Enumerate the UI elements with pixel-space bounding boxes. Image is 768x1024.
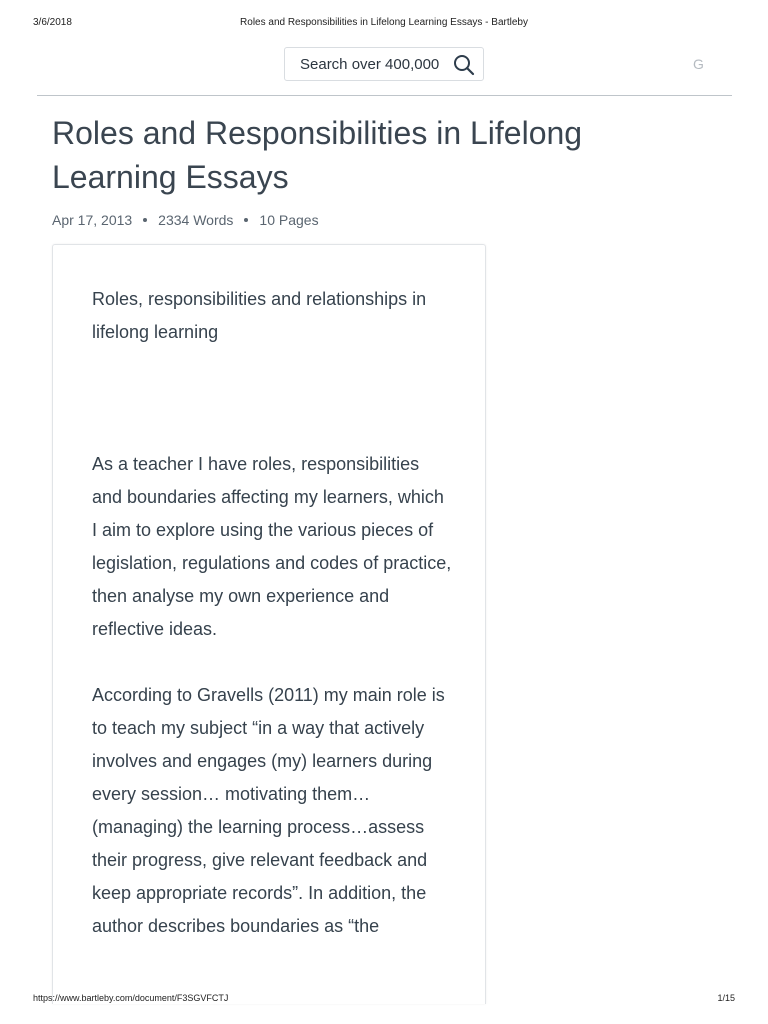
search-placeholder: Search over 400,000 — [300, 55, 440, 73]
essay-word-count: 2334 Words — [158, 212, 234, 228]
print-page-title: Roles and Responsibilities in Lifelong Learning Essays - Bartleby — [240, 17, 528, 28]
print-date: 3/6/2018 — [33, 17, 72, 28]
essay-paragraph: As a teacher I have roles, responsibilities and boundaries affecting my learners, which I aim to explore using the various pieces of legislation, regulations and codes of practice, then analyse my own experience and reflective ideas. — [92, 454, 452, 639]
print-footer — [33, 993, 735, 1005]
essay-meta — [52, 212, 319, 228]
search-input[interactable] — [284, 47, 484, 81]
essay-title: Roles and Responsibilities in Lifelong Learning Essays — [52, 115, 583, 195]
essay-page-count: 10 Pages — [259, 212, 319, 228]
print-url: https://www.bartleby.com/document/F3SGVFCTJ — [33, 993, 229, 1003]
print-header — [33, 17, 735, 31]
header-divider — [37, 95, 732, 96]
essay-subtitle: Roles, responsibilities and relationships in lifelong learning — [92, 289, 427, 342]
meta-separator-dot — [244, 218, 248, 222]
essay-date: Apr 17, 2013 — [52, 212, 133, 228]
header-letter-g[interactable]: G — [693, 56, 704, 72]
essay-card — [52, 244, 486, 1004]
print-page-number: 1/15 — [717, 993, 735, 1003]
essay-body — [92, 283, 452, 943]
search-icon[interactable] — [453, 54, 475, 76]
essay-paragraph: According to Gravells (2011) my main role is to teach my subject “in a way that actively involves and engages (my) learners during every session… motivating them…(managing) the learning process…assess their progress, give relevant feedback and keep appropriate records”. In addition, the author describes boundaries as “the — [92, 685, 445, 936]
meta-separator-dot — [143, 218, 147, 222]
